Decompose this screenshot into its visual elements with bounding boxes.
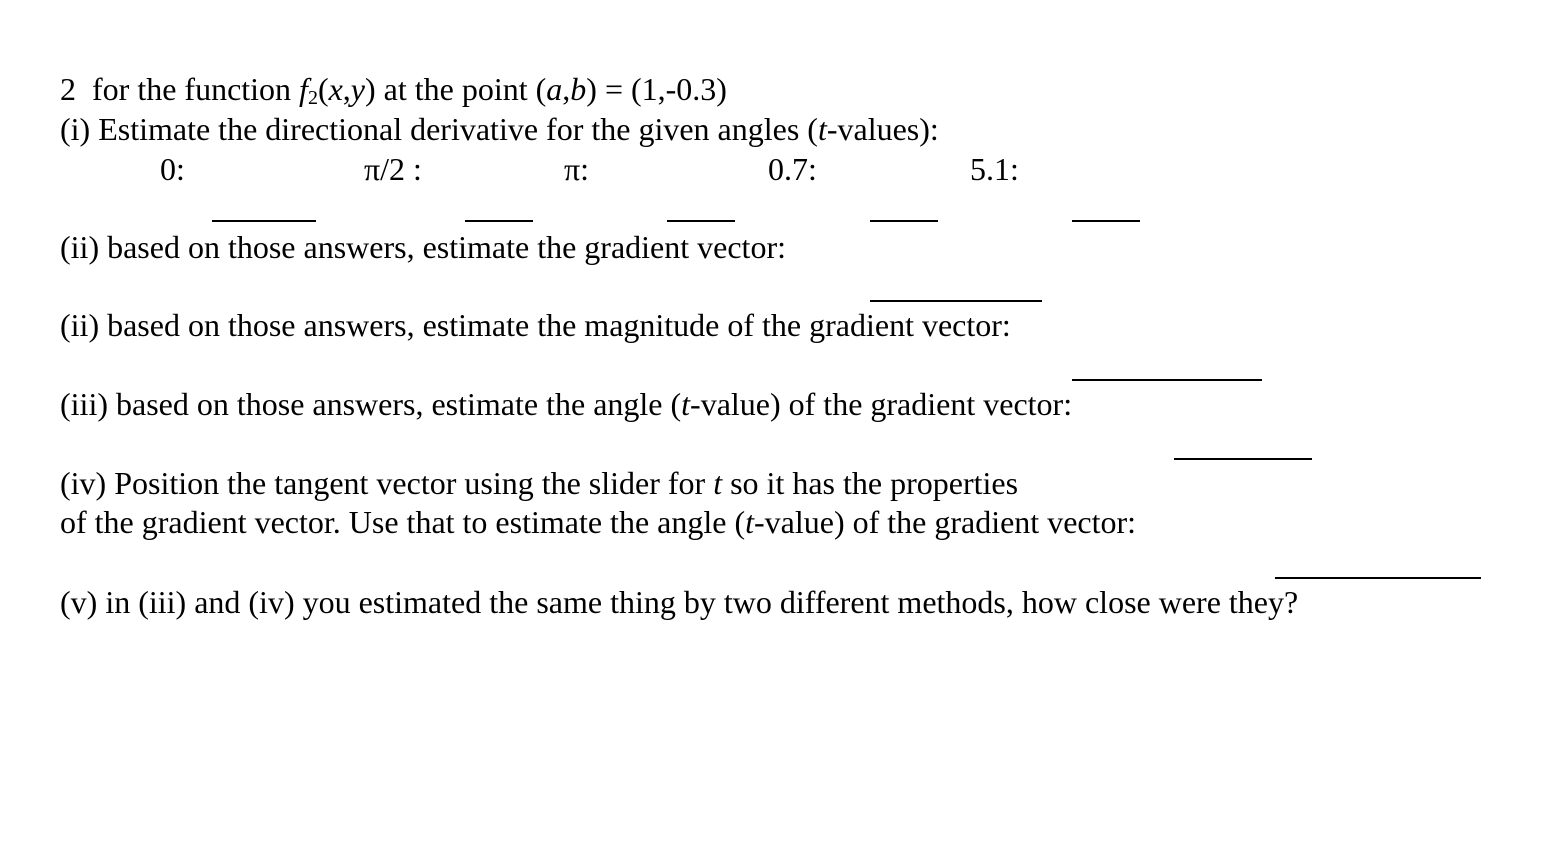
problem-number: 2 [60, 71, 76, 107]
header-intro-text: for the function [92, 71, 292, 107]
question-i-suffix: -values): [826, 111, 939, 147]
question-iv-line-2-suffix: -value) of the gradient vector: [753, 504, 1137, 540]
answer-blank-angle-pi[interactable] [667, 220, 735, 222]
point-comma: , [562, 71, 571, 107]
function-arg-comma: , [342, 71, 351, 107]
answer-blank-gradient-angle[interactable] [1174, 458, 1312, 460]
function-paren-close: ) [365, 71, 376, 107]
question-ii-magnitude: (ii) based on those answers, estimate the magnitude of the gradient vector: [60, 307, 1011, 343]
question-iv-prefix: (iv) Position the tangent vector using the slider for [60, 465, 714, 501]
question-iii-suffix: -value) of the gradient vector: [690, 386, 1073, 422]
question-i [60, 110, 939, 148]
question-iv-line-2-t: t [745, 504, 754, 540]
question-iv-t: t [713, 465, 723, 501]
answer-blank-angle-0[interactable] [212, 220, 316, 222]
question-iv-line-2 [60, 503, 1136, 541]
function-name: f [299, 71, 308, 107]
question-ii-gradient: (ii) based on those answers, estimate the gradient vector: [60, 229, 786, 265]
function-arg-x: x [328, 71, 343, 107]
function-paren-open: ( [317, 71, 329, 107]
point-value: ) = (1,-0.3) [586, 71, 727, 107]
question-iv-suffix: so it has the properties [722, 465, 1019, 501]
answer-blank-slider-angle[interactable] [1275, 577, 1481, 579]
angle-label-pi: π: [564, 151, 590, 187]
question-iii [60, 385, 1072, 423]
question-i-prefix: (i) Estimate the directional derivative for the given angles ( [60, 111, 818, 147]
question-iv-line-1 [60, 464, 1018, 502]
answer-blank-angle-pi-over-2[interactable] [465, 220, 533, 222]
angle-label-pi-over-2: π/2 : [364, 151, 422, 187]
point-b: b [570, 71, 587, 107]
point-a: a [546, 71, 563, 107]
question-iii-t: t [681, 386, 691, 422]
angle-label-0-7: 0.7: [768, 151, 817, 187]
answer-blank-angle-5-1[interactable] [1072, 220, 1140, 222]
answer-blank-gradient-vector[interactable] [870, 300, 1042, 302]
question-i-t: t [817, 111, 827, 147]
question-iv-line-2-prefix: of the gradient vector. Use that to estimate the angle ( [60, 504, 746, 540]
angle-label-5-1: 5.1: [970, 151, 1019, 187]
answer-blank-gradient-magnitude[interactable] [1072, 379, 1262, 381]
point-label: at the point ( [383, 71, 547, 107]
function-subscript: 2 [307, 87, 318, 109]
function-arg-y: y [350, 71, 365, 107]
answer-blank-angle-0-7[interactable] [870, 220, 938, 222]
question-iii-prefix: (iii) based on those answers, estimate the angle ( [60, 386, 682, 422]
question-v: (v) in (iii) and (iv) you estimated the same thing by two different methods, how close were they? [60, 584, 1299, 620]
angle-label-0: 0: [160, 151, 185, 187]
